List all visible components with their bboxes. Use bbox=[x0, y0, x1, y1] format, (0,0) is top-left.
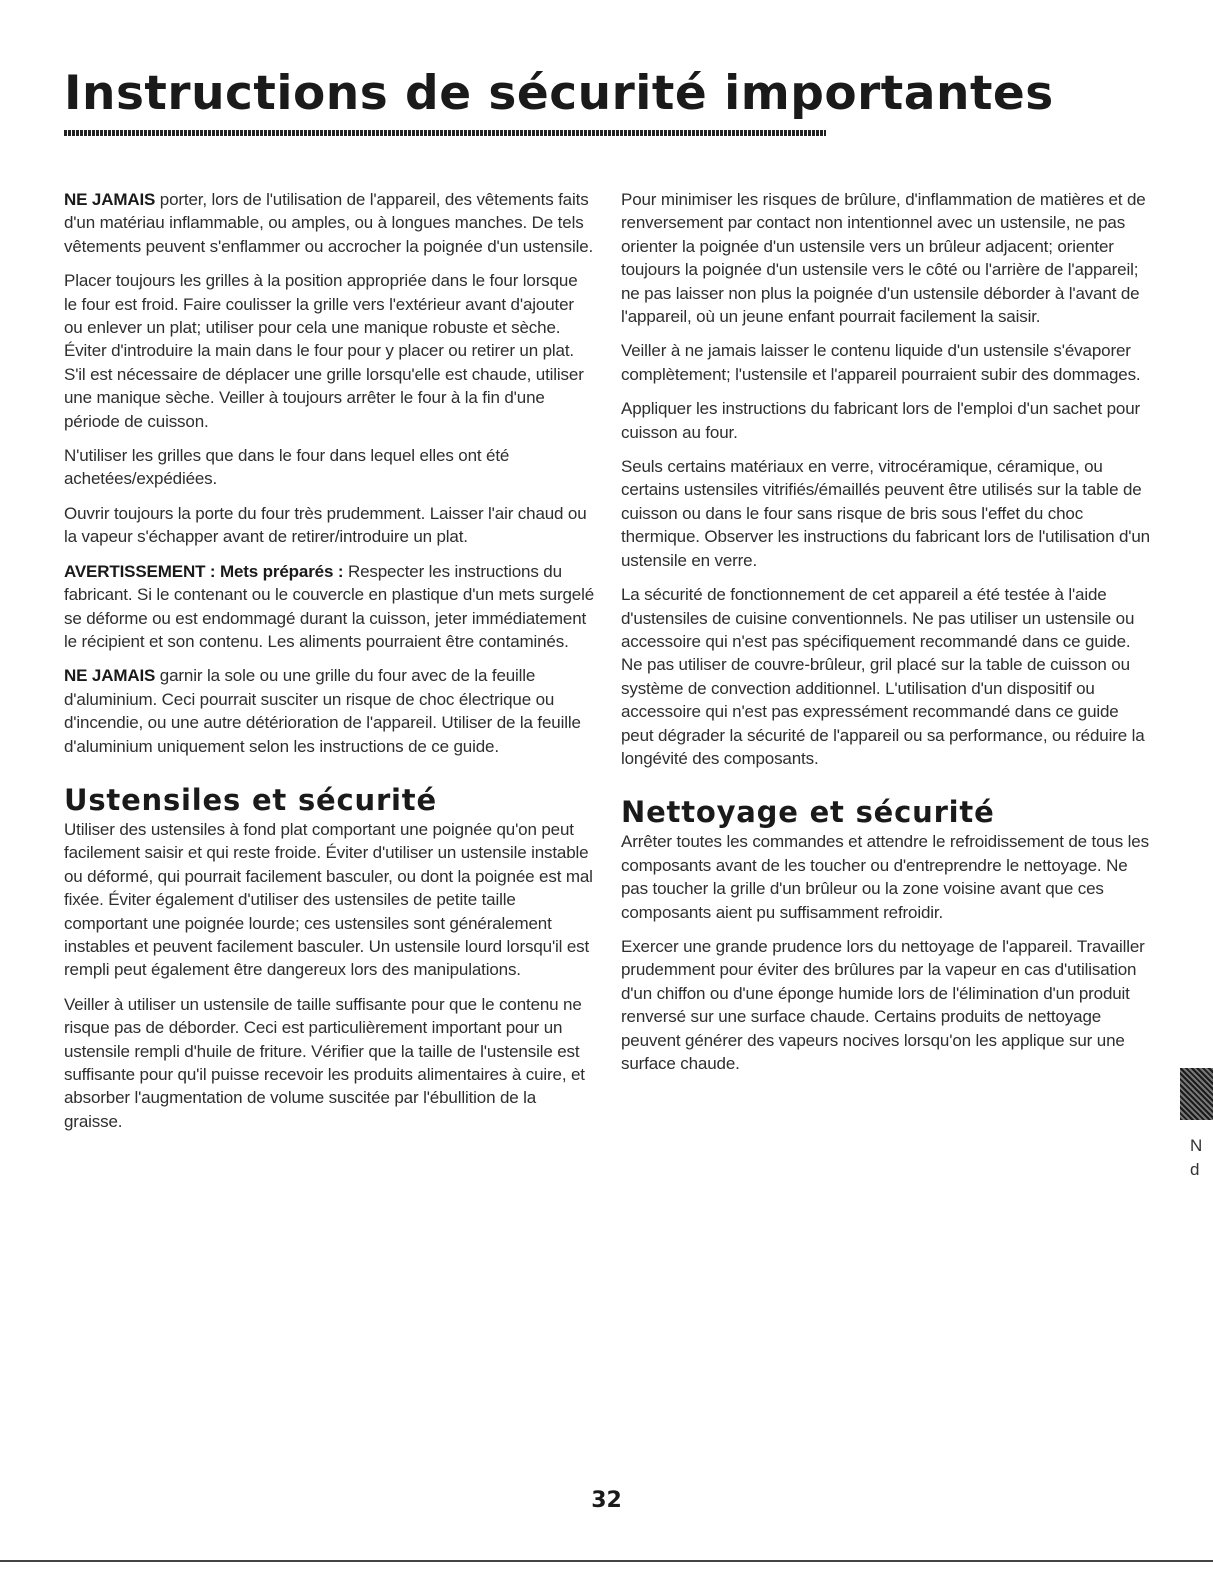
paragraph-flat-cookware: Utiliser des ustensiles à fond plat comportant une poignée qu'on peut facilement saisir et qui reste froide. Éviter d'utiliser un ustensile instable ou déformé, qui pourrait facilement basculer, ou dont la poignée est mal fixée. Éviter également d'utiliser des ustensiles de petite taille comportant une poignée lourde; ces ustensiles sont généralement instables et peuvent facilement basculer. Un ustensile lourd lorsqu'il est rempli peut également être dangereux lors des manipulations. bbox=[64, 819, 593, 980]
paragraph-evaporation: Veiller à ne jamais laisser le contenu liquide d'un ustensile s'évaporer complètement; l'ustensile et l'appareil pourraient subir des dommages. bbox=[621, 341, 1141, 384]
paragraph-cleaning-care: Exercer une grande prudence lors du nettoyage de l'appareil. Travailler prudemment pour éviter des brûlures par la vapeur en cas d'utilisation d'un chiffon ou d'une éponge humide lors de l'élimination d'un produit renversé sur une surface chaude. Certains produits de nettoyage peuvent générer des vapeurs nocives lorsqu'on les applique sur une surface chaude. bbox=[621, 936, 1145, 1073]
paragraph-cookware-size: Veiller à utiliser un ustensile de taille suffisante pour que le contenu ne risque pas de déborder. Ceci est particulièrement important pour un ustensile rempli d'huile de friture. Vérifier que la taille de l'ustensile est suffisante pour qu'il puisse recevoir les produits alimentaires à cuire, et absorber l'augmentation de volume suscitée par l'ébullition de la graisse. bbox=[64, 994, 585, 1131]
edge-text-fragment: d bbox=[1190, 1160, 1200, 1179]
paragraph-oven-door: Ouvrir toujours la porte du four très prudemment. Laisser l'air chaud ou la vapeur s'échapper avant de retirer/introduire un plat. bbox=[64, 503, 587, 547]
paragraph-text: Respecter les instructions du fabricant. Si le contenant ou le couvercle en plastique d'un mets surgelé se déforme ou est endommagé durant la cuisson, jeter immédiatement le récipient et son contenu. Les aliments pourraient être contaminés. bbox=[64, 561, 595, 651]
paragraph-glass-cookware: Seuls certains matériaux en verre, vitrocéramique, céramique, ou certains ustensiles vitrifiés/émaillés peuvent être utilisés sur la table de cuisson ou dans le four sans risque de bris sous l'effet du choc thermique. Observer les instructions du fabricant lors de l'utilisation d'un ustensile en verre. bbox=[621, 457, 1150, 570]
paragraph-text: garnir la sole ou une grille du four avec de la feuille d'aluminium. Ceci pourrait susciter un risque de choc électrique ou d'incendie, ou une autre détérioration de l'appareil. Utiliser de la feuille d'aluminium uniquement selon les instructions de ce guide. bbox=[64, 666, 581, 756]
paragraph-text: porter, lors de l'utilisation de l'appareil, des vêtements faits d'un matériau inflammable, ou amples, ou à longues manches. De tels vêtements peuvent s'enflammer ou accrocher la poignée d'un ustensile. bbox=[64, 190, 594, 256]
title-underline bbox=[64, 130, 826, 136]
paragraph-aluminium bbox=[64, 664, 594, 758]
paragraph-prepared-meals bbox=[64, 560, 594, 654]
bottom-rule bbox=[0, 1560, 1213, 1562]
page-number: 32 bbox=[591, 1488, 622, 1513]
paragraph-cooking-bag: Appliquer les instructions du fabricant lors de l'emploi d'un sachet pour cuisson au four. bbox=[621, 399, 1141, 442]
section-heading-nettoyage: Nettoyage et sécurité bbox=[621, 795, 995, 830]
paragraph-racks: Placer toujours les grilles à la position appropriée dans le four lorsque le four est froid. Faire coulisser la grille vers l'extérieur avant d'ajouter ou enlever un plat; utiliser pour cela une manique robuste et sèche. Éviter d'introduire la main dans le four pour y placer ou retirer un plat. S'il est nécessaire de déplacer une grille lorsqu'elle est chaude, utiliser une manique sèche. Veiller à toujours arrêter le four à la fin d'une période de cuisson. bbox=[64, 271, 584, 431]
paragraph-accessories: La sécurité de fonctionnement de cet appareil a été testée à l'aide d'ustensiles de cuisine conventionnels. Ne pas utiliser un ustensile ou accessoire qui n'est pas spécifiquement recommandé dans ce guide. Ne pas utiliser de couvre-brûleur, gril placé sur la table de cuisson ou système de convection additionnel. L'utilisation d'un dispositif ou accessoire qui n'est pas expressément recommandé dans ce guide peut dégrader la sécurité de l'appareil ou sa performance, ou réduire la longévité des composants. bbox=[621, 585, 1145, 768]
left-column bbox=[64, 188, 594, 1144]
paragraph-cleaning-controls: Arrêter toutes les commandes et attendre le refroidissement de tous les composants avant de les toucher ou d'entreprendre le nettoyage. Ne pas toucher la grille d'un brûleur ou la zone voisine avant que ces composants aient pu suffisamment refroidir. bbox=[621, 832, 1149, 922]
edge-text-fragment: N bbox=[1190, 1136, 1203, 1155]
paragraph-racks-only: N'utiliser les grilles que dans le four dans lequel elles ont été achetées/expédiées. bbox=[64, 446, 510, 489]
paragraph-handles: Pour minimiser les risques de brûlure, d'inflammation de matières et de renversement par contact non intentionnel avec un ustensile, ne pas orienter la poignée d'un ustensile vers un brûleur adjacent; orienter toujours la poignée d'un ustensile vers le côté ou l'arrière de l'appareil; ne pas laisser non plus la poignée d'un ustensile déborder à l'avant de l'appareil, où un jeune enfant pourrait facilement la saisir. bbox=[621, 190, 1146, 327]
lead-ne-jamais: NE JAMAIS bbox=[64, 666, 156, 686]
section-heading-ustensiles: Ustensiles et sécurité bbox=[64, 782, 437, 817]
page-title: Instructions de sécurité importantes bbox=[64, 66, 1054, 121]
paragraph-clothing bbox=[64, 188, 594, 258]
lead-avertissement: AVERTISSEMENT : Mets préparés : bbox=[64, 561, 344, 581]
edge-tab-marker bbox=[1180, 1068, 1213, 1120]
right-column bbox=[621, 188, 1151, 1086]
lead-ne-jamais: NE JAMAIS bbox=[64, 190, 156, 209]
